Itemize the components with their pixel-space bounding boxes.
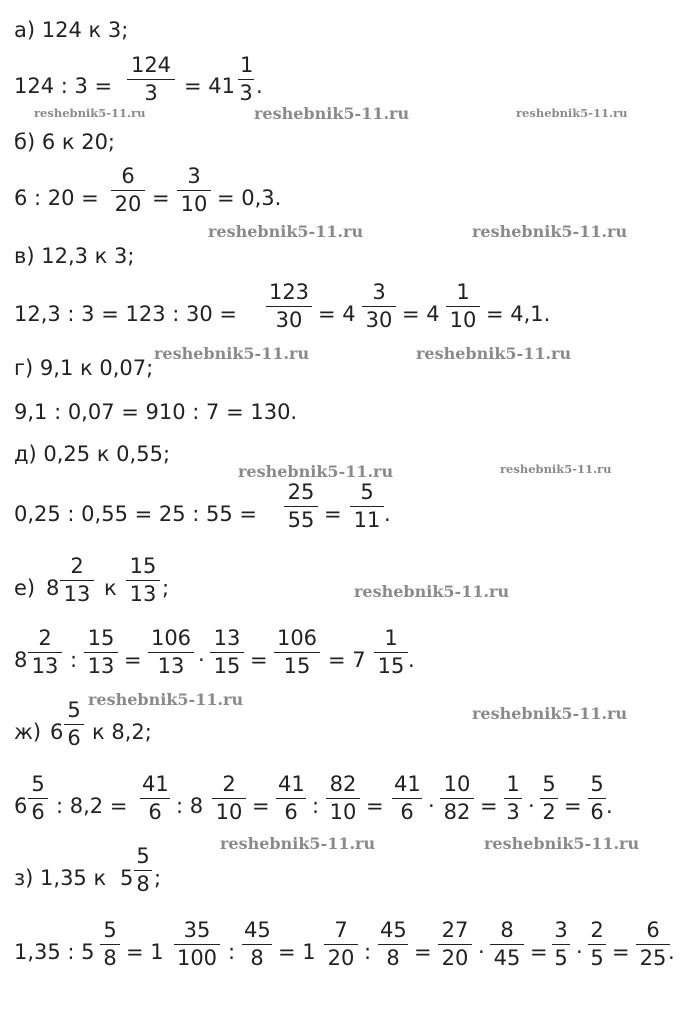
watermark: reshebnik5-11.ru xyxy=(516,106,628,120)
fraction: 1 15 xyxy=(374,628,408,677)
problem-h-text: = xyxy=(414,940,432,964)
problem-e-text: = xyxy=(324,502,342,526)
watermark: reshebnik5-11.ru xyxy=(500,462,612,476)
fraction: 106 13 xyxy=(148,628,194,677)
problem-g-text: 6 xyxy=(14,794,28,818)
problem-g-text: : 8,2 = xyxy=(56,794,128,818)
fraction: 13 15 xyxy=(210,628,244,677)
problem-h-label: з) 1,35 к xyxy=(14,866,107,890)
watermark: reshebnik5-11.ru xyxy=(472,222,628,241)
watermark: reshebnik5-11.ru xyxy=(34,106,146,120)
fraction: 1 3 xyxy=(504,774,522,823)
problem-b-label: б) 6 к 20; xyxy=(14,130,116,154)
fraction: 6 25 xyxy=(636,920,670,969)
problem-f-text: = 7 xyxy=(328,648,366,672)
problem-c-text: 12,3 : 3 = 123 : 30 = xyxy=(14,302,237,326)
problem-h-text: = 1 xyxy=(126,940,164,964)
watermark: reshebnik5-11.ru xyxy=(416,344,572,363)
fraction: 15 13 xyxy=(126,556,160,605)
problem-g-text: = xyxy=(252,794,270,818)
problem-g-text: . xyxy=(606,794,613,818)
problem-h-text: = 1 xyxy=(278,940,316,964)
problem-c-text: = 4 xyxy=(402,302,440,326)
problem-e-text: . xyxy=(384,502,391,526)
problem-h-text: : xyxy=(228,940,236,964)
fraction: 5 6 xyxy=(64,700,84,749)
problem-h-text: . xyxy=(668,940,675,964)
problem-d-text: 9,1 : 0,07 = 910 : 7 = 130. xyxy=(14,400,298,424)
fraction: 41 6 xyxy=(394,772,421,824)
problem-f-label: е) xyxy=(14,576,36,600)
fraction: 106 15 xyxy=(274,628,320,677)
watermark: reshebnik5-11.ru xyxy=(238,462,394,481)
problem-g-label: ж) xyxy=(14,720,42,744)
problem-h-text: 1,35 : 5 xyxy=(14,940,95,964)
fraction: 6 20 xyxy=(111,166,145,215)
fraction: 41 6 xyxy=(278,772,305,824)
fraction: 2 5 xyxy=(588,920,606,969)
problem-h-text: = xyxy=(530,940,548,964)
fraction: 2 13 xyxy=(28,628,62,677)
problem-a-text: . xyxy=(256,74,263,98)
problem-h-text: = xyxy=(612,940,630,964)
problem-b-text: = 0,3. xyxy=(217,186,282,210)
problem-a-text: = 41 xyxy=(184,74,235,98)
fraction: 5 8 xyxy=(134,846,152,895)
problem-g-text: 6 xyxy=(50,720,64,744)
problem-h-text: 5 xyxy=(120,866,134,890)
watermark: reshebnik5-11.ru xyxy=(354,582,510,601)
fraction: 7 20 xyxy=(324,920,358,969)
problem-g-text: к 8,2; xyxy=(92,720,152,744)
fraction: 41 6 xyxy=(142,772,169,824)
problem-f-text: : xyxy=(70,648,78,672)
problem-a-text: 124 : 3 = xyxy=(14,74,113,98)
fraction: 5 8 xyxy=(100,920,120,969)
problem-g-text: · xyxy=(528,794,535,818)
problem-f-text: 8 xyxy=(46,576,60,600)
problem-e-label: д) 0,25 к 0,55; xyxy=(14,442,171,466)
problem-f-text: = xyxy=(250,648,268,672)
problem-f-text: · xyxy=(198,648,205,672)
problem-h-text: · xyxy=(478,940,485,964)
problem-g-text: = xyxy=(480,794,498,818)
fraction: 3 10 xyxy=(177,166,211,215)
watermark: reshebnik5-11.ru xyxy=(88,690,244,709)
problem-h-text: : xyxy=(364,940,372,964)
problem-f-text: . xyxy=(408,648,415,672)
problem-f-text: = xyxy=(124,648,142,672)
fraction: 3 30 xyxy=(362,282,396,331)
fraction: 2 13 xyxy=(60,556,94,605)
fraction: 25 55 xyxy=(284,482,318,531)
watermark: reshebnik5-11.ru xyxy=(254,104,410,123)
watermark: reshebnik5-11.ru xyxy=(472,704,628,723)
problem-h-text: ; xyxy=(154,866,162,890)
fraction: 15 13 xyxy=(84,628,118,677)
problem-g-text: : xyxy=(312,794,320,818)
fraction: 35 100 xyxy=(174,920,220,969)
problem-g-text: = xyxy=(564,794,582,818)
problem-g-text: · xyxy=(428,794,435,818)
fraction: 2 10 xyxy=(212,774,246,823)
problem-c-text: = 4,1. xyxy=(486,302,551,326)
problem-g-text: : 8 xyxy=(176,794,204,818)
fraction: 45 8 xyxy=(380,918,407,970)
problem-c-label: в) 12,3 к 3; xyxy=(14,244,135,268)
problem-d-label: г) 9,1 к 0,07; xyxy=(14,356,154,380)
fraction: 27 20 xyxy=(438,920,472,969)
watermark: reshebnik5-11.ru xyxy=(484,834,640,853)
watermark: reshebnik5-11.ru xyxy=(154,344,310,363)
problem-f-text: ; xyxy=(162,576,170,600)
problem-h-text: · xyxy=(576,940,583,964)
fraction: 5 6 xyxy=(588,774,606,823)
fraction: 5 2 xyxy=(540,774,558,823)
fraction: 8 45 xyxy=(490,920,524,969)
watermark: reshebnik5-11.ru xyxy=(208,222,364,241)
fraction: 3 5 xyxy=(552,920,570,969)
fraction: 1 10 xyxy=(446,282,480,331)
problem-a-label: а) 124 к 3; xyxy=(14,18,129,42)
fraction: 5 6 xyxy=(28,774,48,823)
problem-g-text: = xyxy=(366,794,384,818)
problem-b-text: = xyxy=(152,186,170,210)
problem-e-text: 0,25 : 0,55 = 25 : 55 = xyxy=(14,502,258,526)
problem-f-text: к xyxy=(104,576,117,600)
fraction: 5 11 xyxy=(350,482,384,531)
fraction: 82 10 xyxy=(326,774,360,823)
fraction: 10 82 xyxy=(440,774,474,823)
fraction: 1 3 xyxy=(239,53,254,105)
fraction: 123 30 xyxy=(266,282,312,331)
problem-b-text: 6 : 20 = xyxy=(14,186,99,210)
watermark: reshebnik5-11.ru xyxy=(220,834,376,853)
problem-f-text: 8 xyxy=(14,648,28,672)
fraction: 45 8 xyxy=(244,918,271,970)
fraction: 124 3 xyxy=(127,55,175,104)
problem-c-text: = 4 xyxy=(318,302,356,326)
